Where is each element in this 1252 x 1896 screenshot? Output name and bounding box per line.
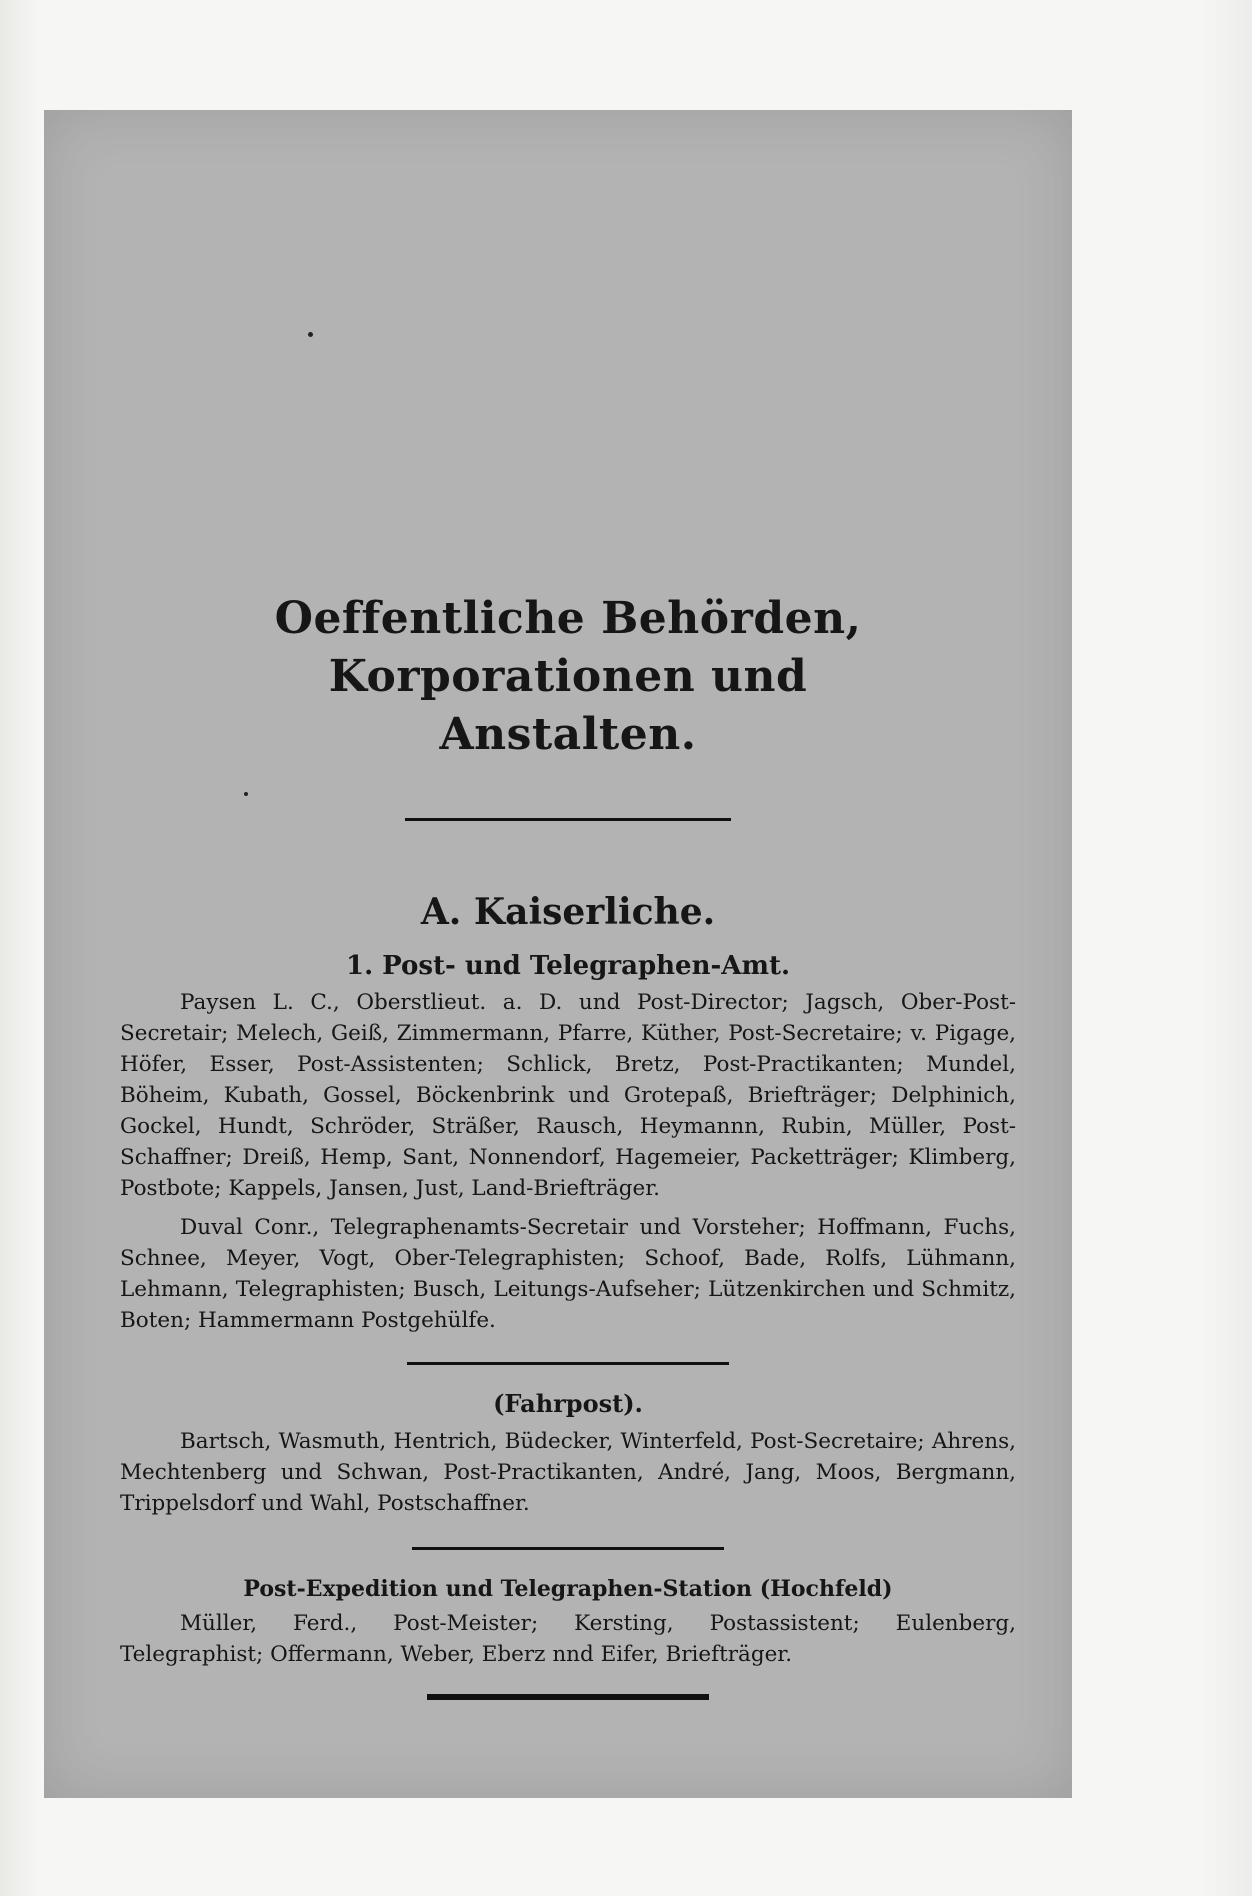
closing-rule	[427, 1694, 709, 1700]
page-title-line-2: Anstalten.	[439, 709, 697, 760]
staff-paragraph-telegraph: Duval Conr., Telegraphenamts-Secretair und Vorsteher; Hoffmann, Fuchs, Schnee, Meyer, Vogt, Ober-Telegraphisten; Schoof, Bade, Rolfs, Lühmann, Lehmann, Telegraphisten; Busch, Leitungs-Aufseher; Lützenkirchen und Schmitz, Boten; Hammermann Postgehülfe.	[120, 1215, 1016, 1333]
staff-paragraph-post: Paysen L. C., Oberstlieut. a. D. und Post-Director; Jagsch, Ober-Post-Secretair; Melech, Geiß, Zimmermann, Pfarre, Küther, Post-Secretaire; v. Pigage, Höfer, Esser, Post-Assistenten; Schlick, Bretz, Post-Practikanten; Mundel, Böheim, Kubath, Gossel, Böckenbrink und Grotepaß, Briefträger; Delphinich, Gockel, Hundt, Schröder, Sträßer, Rausch, Heymannn, Rubin, Müller, Post-Schaffner; Dreiß, Hemp, Sant, Nonnendorf, Hagemeier, Packetträger; Klimberg, Postbote; Kappels, Jansen, Just, Land-Briefträger.	[120, 990, 1016, 1201]
expedition-heading: Post-Expedition und Telegraphen-Station (Hochfeld)	[243, 1576, 893, 1602]
divider-rule	[412, 1547, 724, 1550]
fahrpost-paragraph: Bartsch, Wasmuth, Hentrich, Büdecker, Winterfeld, Post-Secretaire; Ahrens, Mechtenberg und Schwan, Post-Practikanten, André, Jang, Moos, Bergmann, Trippelsdorf und Wahl, Postschaffner.	[120, 1429, 1016, 1516]
section-heading: A. Kaiserliche.	[420, 891, 716, 933]
page-content	[120, 590, 1016, 1700]
divider-rule	[405, 818, 731, 821]
ink-speck	[308, 332, 313, 337]
divider-rule	[407, 1362, 729, 1365]
expedition-paragraph: Müller, Ferd., Post-Meister; Kersting, Postassistent; Eulenberg, Telegraphist; Offermann, Weber, Eberz nnd Eifer, Briefträger.	[120, 1611, 1016, 1667]
page-title	[120, 590, 1016, 764]
page-title-line-1: Oeffentliche Behörden, Korporationen und	[274, 593, 862, 702]
fahrpost-heading: (Fahrpost).	[493, 1389, 643, 1418]
subsection-heading: 1. Post- und Telegraphen-Amt.	[345, 951, 791, 981]
